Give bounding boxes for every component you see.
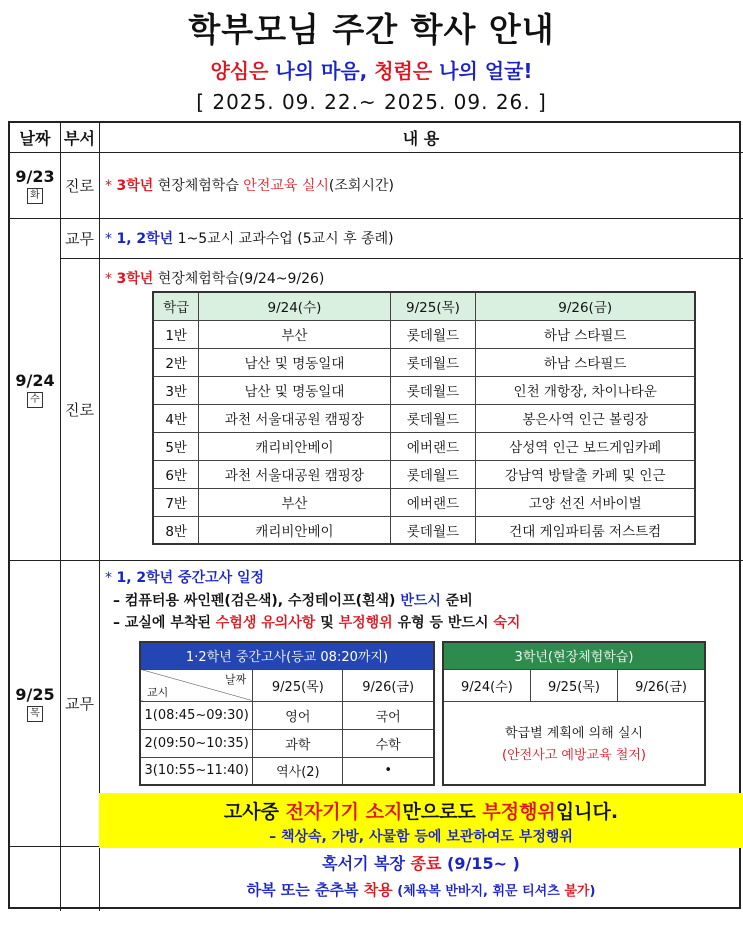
dept-924-2: 진로: [65, 400, 94, 419]
trip-cell: 에버랜드: [390, 432, 476, 460]
exam-subject: 영어: [253, 701, 343, 729]
exam-row: [140, 701, 434, 729]
cheating-notice: [99, 793, 743, 848]
notice-d: 부정행위: [482, 801, 556, 823]
trip-header-925: 9/25(목): [390, 292, 476, 320]
g3-text2: (안전사고 예방교육 철저): [502, 748, 646, 764]
uniform-line1-a: 혹서기 복장: [322, 854, 411, 873]
r925-line3-e: 유형 등 반드시: [392, 615, 494, 631]
g3-text1: 학급별 계획에 의해 실시: [505, 726, 643, 742]
exam-date-926: 9/26(금): [343, 669, 434, 701]
slogan-part2: 나의 마음,: [268, 59, 375, 83]
date-923: [10, 152, 60, 218]
trip-cell: 롯데월드: [390, 348, 476, 376]
uniform-line1-c: (9/15~ ): [441, 854, 520, 873]
trip-row: [153, 320, 695, 348]
r923-text2: (조회시간): [328, 178, 394, 194]
trip-class: 7반: [153, 488, 199, 516]
trip-class: 5반: [153, 432, 199, 460]
r924-line2-bullet: *: [105, 271, 117, 287]
exam-subject: •: [343, 757, 434, 785]
trip-cell: 롯데월드: [390, 460, 476, 488]
trip-cell: 롯데월드: [390, 320, 476, 348]
r923-text1: 현장체험학습: [153, 178, 244, 194]
r924-line2: [105, 268, 324, 288]
trip-header-class: 학급: [153, 292, 199, 320]
exam-row: [140, 729, 434, 757]
date-924: [10, 218, 60, 560]
schedule-table: [8, 121, 741, 909]
exam-subject: 국어: [343, 701, 434, 729]
exam-period: 2(09:50~10:35): [140, 729, 253, 757]
page-title: 학부모님 주간 학사 안내: [188, 10, 555, 49]
dow-924: 수: [27, 392, 43, 408]
trip-row: [153, 516, 695, 544]
trip-class: 2반: [153, 348, 199, 376]
trip-class: 3반: [153, 376, 199, 404]
r925-line1: [105, 567, 264, 587]
exam-corner-bottom: 교시: [147, 685, 169, 699]
trip-row: [153, 348, 695, 376]
trip-table: [152, 291, 696, 545]
r925-line3-c: 및: [315, 615, 339, 631]
trip-row: [153, 376, 695, 404]
trip-header-row: [153, 292, 695, 320]
trip-cell: 남산 및 명동일대: [199, 376, 390, 404]
trip-cell: 남산 및 명동일대: [199, 348, 390, 376]
dept-924-1: 교무: [65, 229, 94, 248]
exam-period: 1(08:45~09:30): [140, 701, 253, 729]
r925-line2: [113, 590, 473, 610]
r925-line3: [113, 612, 520, 632]
notice-sub: – 책상속, 가방, 사물함 등에 보관하여도 부정행위: [269, 829, 573, 845]
trip-header-926: 9/26(금): [476, 292, 695, 320]
col-dept: 부서: [64, 129, 95, 148]
r925-line2-a: – 컴퓨터용 싸인펜(검은색), 수정테이프(흰색): [113, 593, 401, 609]
exam-subject: 수학: [343, 729, 434, 757]
exam-corner-top: 날짜: [225, 672, 247, 686]
exam-table: [139, 641, 435, 786]
trip-cell: 캐리비안베이: [199, 432, 390, 460]
slogan: [0, 55, 743, 84]
exam-title: 1·2학년 중간고사(등교 08:20까지): [140, 642, 434, 669]
slogan-part1: 양심은: [210, 59, 269, 83]
r924-line1-bullet: *: [105, 231, 117, 247]
trip-row: [153, 432, 695, 460]
date-923-label: 9/23: [15, 166, 55, 186]
g3-date-926: 9/26(금): [618, 669, 705, 701]
dow-925: 목: [27, 706, 43, 722]
trip-cell: 하남 스타필드: [476, 348, 695, 376]
trip-cell: 강남역 방탈출 카페 및 인근: [476, 460, 695, 488]
uniform-line2-c: (체육복 반바지, 휘문 티셔츠: [392, 884, 565, 899]
r923-bullet: *: [105, 178, 117, 194]
g3-date-924: 9/24(수): [443, 669, 530, 701]
trip-row: [153, 404, 695, 432]
trip-cell: 봉은사역 인근 볼링장: [476, 404, 695, 432]
r923-line: [105, 175, 394, 195]
slogan-part3: 청렴은: [374, 59, 433, 83]
date-925-label: 9/25: [15, 684, 55, 704]
uniform-line2-b: 착용: [363, 881, 393, 899]
uniform-line1-b: 종료: [410, 854, 442, 873]
notice-main: [99, 797, 743, 824]
dow-923: 화: [27, 188, 43, 204]
uniform-line1: [99, 851, 743, 874]
dept-923: 진로: [65, 176, 94, 195]
notice-a: 고사중: [223, 801, 286, 823]
r925-line1-bullet: *: [105, 570, 117, 586]
trip-class: 6반: [153, 460, 199, 488]
trip-header-924: 9/24(수): [199, 292, 390, 320]
r925-line3-a: – 교실에 부착된: [113, 615, 216, 631]
trip-cell: 부산: [199, 488, 390, 516]
date-925: [10, 560, 60, 846]
trip-class: 4반: [153, 404, 199, 432]
dept-925: 교무: [65, 694, 94, 713]
notice-c: 만으로도: [402, 801, 483, 823]
r924-line1-grade: 1, 2학년: [116, 231, 174, 247]
exam-subject: 역사(2): [253, 757, 343, 785]
r925-line3-b: 수험생 유의사항: [215, 615, 316, 631]
exam-period: 3(10:55~11:40): [140, 757, 253, 785]
trip-row: [153, 488, 695, 516]
r925-line2-c: 준비: [440, 593, 473, 609]
trip-cell: 과천 서울대공원 캠핑장: [199, 460, 390, 488]
trip-class: 8반: [153, 516, 199, 544]
col-content: 내 용: [402, 129, 440, 148]
uniform-line2: [99, 879, 743, 900]
r924-line2-text: 현장체험학습(9/24~9/26): [153, 271, 325, 287]
trip-cell: 건대 게임파티룸 저스트컴: [476, 516, 695, 544]
g3-table: [442, 641, 706, 786]
exam-subject: 과학: [253, 729, 343, 757]
uniform-line2-d: 불가: [564, 884, 590, 899]
r925-line2-b: 반드시: [400, 593, 441, 609]
period: [ 2025. 09. 22.~ 2025. 09. 26. ]: [196, 90, 547, 114]
trip-cell: 고양 선진 서바이벌: [476, 488, 695, 516]
trip-cell: 부산: [199, 320, 390, 348]
slogan-part4: 나의 얼굴!: [432, 59, 533, 83]
uniform-line2-e: ): [589, 884, 596, 899]
col-date: 날짜: [19, 129, 51, 148]
trip-cell: 과천 서울대공원 캠핑장: [199, 404, 390, 432]
trip-cell: 롯데월드: [390, 516, 476, 544]
r924-line2-grade: 3학년: [116, 271, 154, 287]
notice-e: 입니다.: [555, 801, 619, 823]
r925-line3-f: 숙지: [493, 615, 521, 631]
uniform-line2-a: 하복 또는 춘추복: [246, 881, 364, 899]
g3-body: [443, 701, 705, 785]
date-924-label: 9/24: [15, 370, 55, 390]
r924-line1-text: 1~5교시 교과수업 (5교시 후 종례): [173, 231, 394, 247]
exam-corner: [140, 669, 253, 701]
trip-cell: 롯데월드: [390, 376, 476, 404]
g3-date-925: 9/25(목): [530, 669, 617, 701]
trip-cell: 인천 개항장, 차이나타운: [476, 376, 695, 404]
trip-cell: 캐리비안베이: [199, 516, 390, 544]
exam-row: [140, 757, 434, 785]
r923-highlight: 안전교육 실시: [243, 178, 329, 194]
trip-row: [153, 460, 695, 488]
g3-title: 3학년(현장체험학습): [443, 642, 705, 669]
trip-cell: 하남 스타필드: [476, 320, 695, 348]
r924-line1: [105, 228, 394, 248]
trip-cell: 에버랜드: [390, 488, 476, 516]
r923-grade: 3학년: [116, 178, 154, 194]
trip-cell: 롯데월드: [390, 404, 476, 432]
r925-line1-text: 1, 2학년 중간고사 일정: [116, 570, 265, 586]
notice-b: 전자기기 소지: [285, 801, 403, 823]
trip-class: 1반: [153, 320, 199, 348]
r925-line3-d: 부정행위: [338, 615, 393, 631]
trip-cell: 삼성역 인근 보드게임카페: [476, 432, 695, 460]
exam-date-925: 9/25(목): [253, 669, 343, 701]
